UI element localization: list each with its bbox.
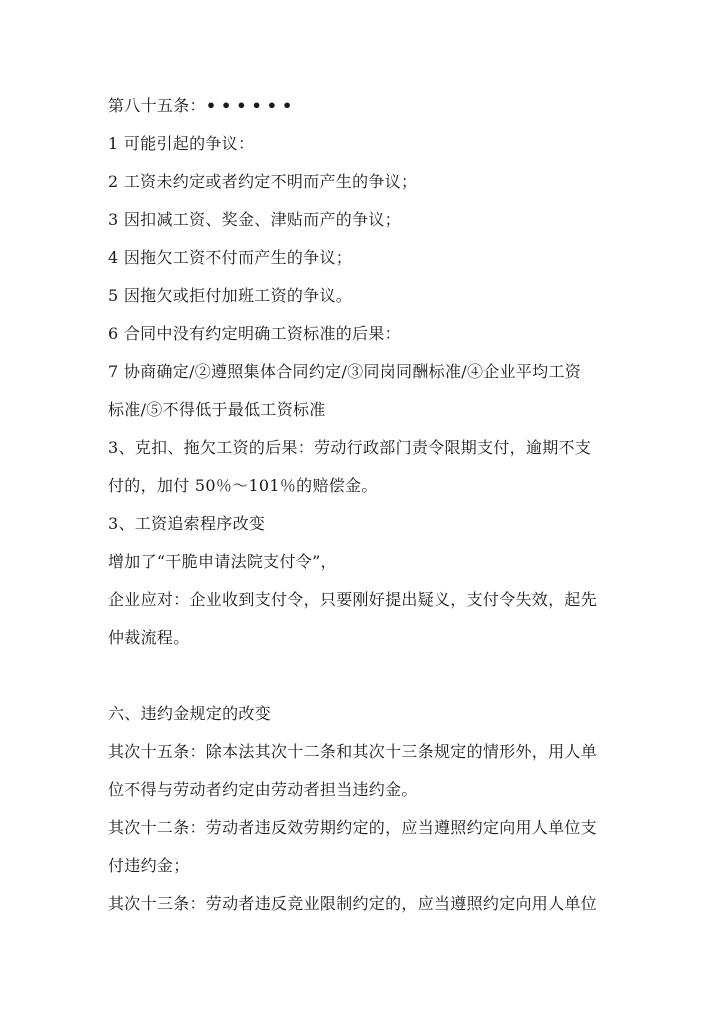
text-line: 其次十二条：劳动者违反效劳期约定的，应当遵照约定向用人单位支 bbox=[108, 818, 598, 837]
text-line: 企业应对：企业收到支付令，只要刚好提出疑义，支付令失效，起先 bbox=[108, 590, 598, 609]
text-line: 3、克扣、拖欠工资的后果：劳动行政部门责令限期支付，逾期不支 bbox=[108, 438, 592, 457]
text-line: 标准/⑤不得低于最低工资标准 bbox=[108, 400, 326, 419]
ellipsis-dots: •••••• bbox=[205, 96, 298, 115]
text-line: 4 因拖欠工资不付而产生的争议； bbox=[108, 248, 353, 267]
text-line: 其次十五条：除本法其次十二条和其次十三条规定的情形外，用人单 bbox=[108, 742, 598, 761]
text-line: 5 因拖欠或拒付加班工资的争议。 bbox=[108, 286, 353, 305]
text-line: 3 因扣减工资、奖金、津贴而产的争议； bbox=[108, 210, 401, 229]
text-line: 7 协商确定/②遵照集体合同约定/③同岗同酬标准/④企业平均工资 bbox=[108, 362, 582, 381]
text-line: 1 可能引起的争议： bbox=[108, 134, 255, 153]
text-line: 其次十三条：劳动者违反竞业限制约定的，应当遵照约定向用人单位 bbox=[108, 894, 598, 913]
text-line: 仲裁流程。 bbox=[108, 628, 190, 647]
text-line: 付违约金； bbox=[108, 856, 190, 875]
text-line: 付的，加付 50％～101％的赔偿金。 bbox=[108, 476, 378, 495]
text-line: 6 合同中没有约定明确工资标准的后果： bbox=[108, 324, 401, 343]
article-heading-text: 第八十五条： bbox=[108, 96, 206, 115]
text-line: 增加了“干脆申请法院支付令”， bbox=[108, 552, 337, 571]
text-line: 位不得与劳动者约定由劳动者担当违约金。 bbox=[108, 780, 418, 799]
article-heading bbox=[108, 96, 616, 116]
text-line: 3、工资追索程序改变 bbox=[108, 514, 266, 533]
text-line: 2 工资未约定或者约定不明而产生的争议； bbox=[108, 172, 418, 191]
section-heading: 六、违约金规定的改变 bbox=[108, 704, 272, 723]
